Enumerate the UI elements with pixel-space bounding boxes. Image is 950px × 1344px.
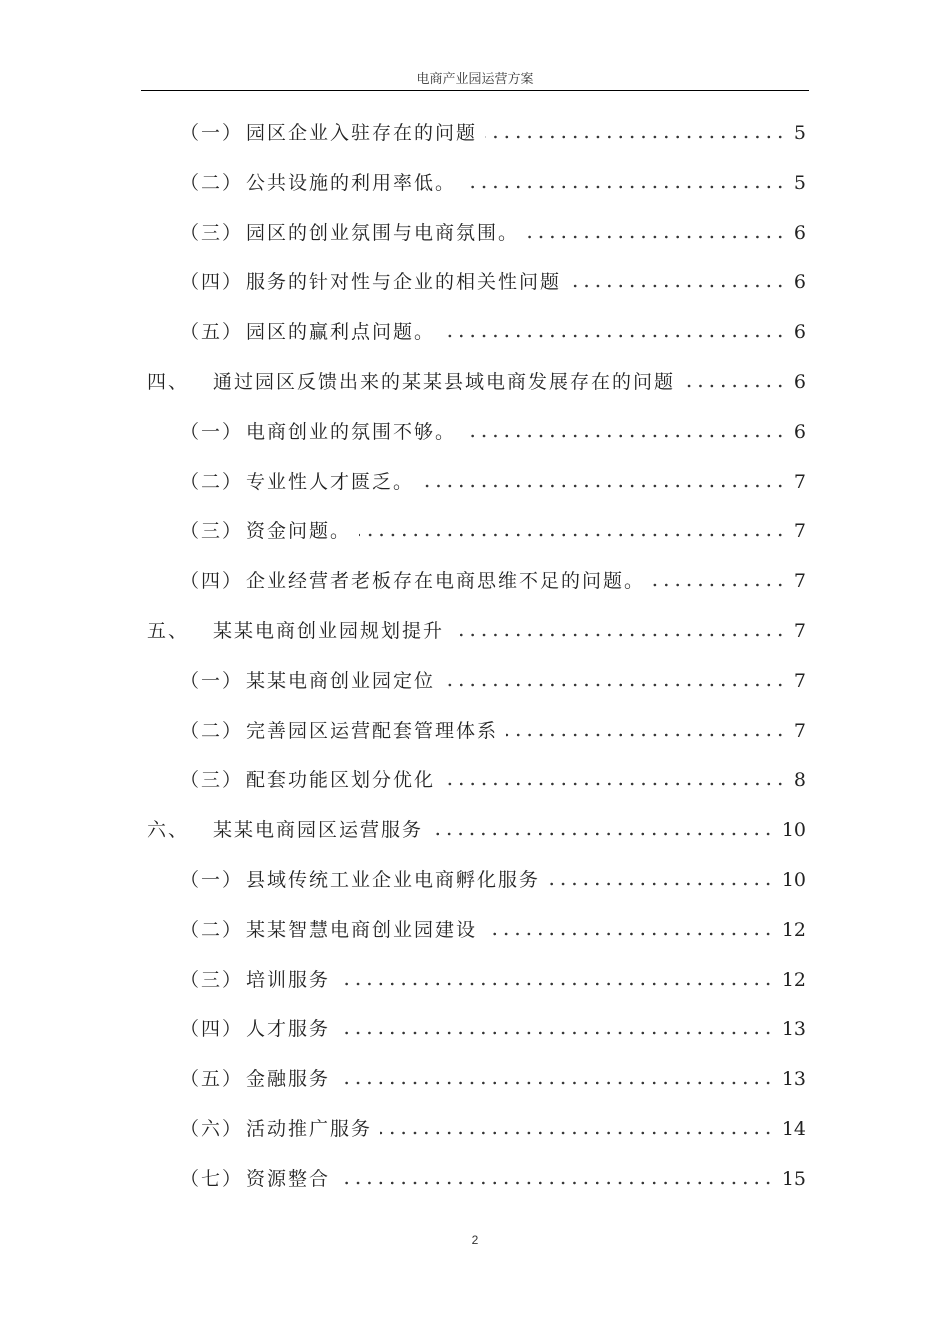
toc-entry-number: （一） [180, 421, 244, 443]
toc-entry-page: 6 [793, 271, 806, 293]
toc-entry[interactable] [180, 467, 806, 497]
toc-entry-number: （三） [180, 520, 244, 542]
toc-entry-number: （四） [180, 570, 244, 592]
toc-entry-page: 5 [793, 172, 806, 194]
toc-entry-number: （四） [180, 1018, 244, 1040]
toc-entry-title: 专业性人才匮乏。 [246, 471, 415, 493]
toc-entry-page: 6 [793, 421, 806, 443]
toc-entry-title: 某某智慧电商创业园建设 [246, 919, 478, 941]
toc-entry-number: （五） [180, 321, 244, 343]
dot-leader [683, 384, 786, 388]
toc-entry[interactable] [180, 417, 806, 447]
toc-entry-page: 7 [793, 570, 806, 592]
toc-entry-page: 10 [781, 869, 806, 891]
dot-leader [338, 1181, 774, 1185]
dot-leader [653, 583, 786, 587]
dot-leader [359, 533, 786, 537]
toc-entry-title: 公共设施的利用率低。 [246, 172, 457, 194]
toc-entry-title: 服务的针对性与企业的相关性问题 [246, 271, 562, 293]
toc-entry[interactable] [180, 118, 806, 148]
toc-entry-number: （二） [180, 172, 244, 194]
dot-leader [338, 982, 774, 986]
toc-entry[interactable] [147, 815, 806, 845]
toc-entry-number: （四） [180, 271, 244, 293]
dot-leader [380, 1131, 774, 1135]
toc-entry-page: 6 [793, 222, 806, 244]
toc-entry[interactable] [180, 1014, 806, 1044]
toc-entry-number: （七） [180, 1168, 244, 1190]
toc-entry[interactable] [180, 915, 806, 945]
toc-entry-title: 通过园区反馈出来的某某县域电商发展存在的问题 [213, 371, 676, 393]
toc-entry-page: 7 [793, 670, 806, 692]
toc-entry-title: 某某电商园区运营服务 [213, 819, 424, 841]
toc-entry-title: 资金问题。 [246, 520, 352, 542]
toc-entry-title: 电商创业的氛围不够。 [246, 421, 457, 443]
toc-entry-page: 12 [781, 969, 806, 991]
dot-leader [431, 832, 774, 836]
dot-leader [443, 683, 786, 687]
toc-entry-number: （五） [180, 1068, 244, 1090]
toc-entry-page: 7 [793, 720, 806, 742]
toc-entry-page: 10 [781, 819, 806, 841]
toc-entry-page: 13 [781, 1018, 806, 1040]
dot-leader [443, 334, 786, 338]
toc-entry-page: 13 [781, 1068, 806, 1090]
toc-entry[interactable] [180, 218, 806, 248]
toc-entry-number: （二） [180, 471, 244, 493]
toc-entry-title: 资源整合 [246, 1168, 331, 1190]
toc-entry-title: 金融服务 [246, 1068, 331, 1090]
toc-entry[interactable] [180, 1064, 806, 1094]
toc-entry-number: （三） [180, 769, 244, 791]
toc-entry[interactable] [147, 616, 806, 646]
toc-entry-page: 6 [793, 321, 806, 343]
toc-entry[interactable] [180, 716, 806, 746]
toc-entry-title: 人才服务 [246, 1018, 331, 1040]
dot-leader [464, 434, 786, 438]
dot-leader [338, 1031, 774, 1035]
toc-entry[interactable] [180, 1114, 806, 1144]
dot-leader [506, 733, 786, 737]
toc-entry[interactable] [180, 765, 806, 795]
toc-entry[interactable] [180, 666, 806, 696]
toc-entry-page: 12 [781, 919, 806, 941]
toc-entry[interactable] [180, 1164, 806, 1194]
toc-entry-number: （二） [180, 919, 244, 941]
toc-entry-page: 15 [781, 1168, 806, 1190]
page-number: 2 [471, 1233, 479, 1247]
toc-entry-number: （三） [180, 222, 244, 244]
dot-leader [452, 633, 786, 637]
toc-entry-title: 某某电商创业园定位 [246, 670, 436, 692]
dot-leader [443, 782, 786, 786]
toc-entry-title: 活动推广服务 [246, 1118, 373, 1140]
toc-entry-number: 五、 [147, 620, 190, 642]
toc-entry-title: 培训服务 [246, 969, 331, 991]
toc-entry-page: 14 [781, 1118, 806, 1140]
toc-entry-number: （一） [180, 670, 244, 692]
dot-leader [527, 235, 786, 239]
toc-entry-title: 县域传统工业企业电商孵化服务 [246, 869, 541, 891]
toc-entry[interactable] [180, 566, 806, 596]
toc-entry-title: 某某电商创业园规划提升 [213, 620, 445, 642]
toc-entry-page: 6 [793, 371, 806, 393]
toc-entry-title: 园区的赢利点问题。 [246, 321, 436, 343]
toc-entry-title: 园区企业入驻存在的问题 [246, 122, 478, 144]
toc-entry[interactable] [180, 168, 806, 198]
toc-entry-title: 园区的创业氛围与电商氛围。 [246, 222, 520, 244]
toc-entry-page: 8 [793, 769, 806, 791]
toc-entry-title: 完善园区运营配套管理体系 [246, 720, 499, 742]
toc-entry-page: 7 [793, 520, 806, 542]
toc-entry[interactable] [180, 965, 806, 995]
toc-entry-number: 六、 [147, 819, 190, 841]
dot-leader [422, 484, 786, 488]
toc-entry[interactable] [147, 367, 806, 397]
toc-entry-number: （二） [180, 720, 244, 742]
dot-leader [569, 284, 786, 288]
toc-entry-title: 配套功能区划分优化 [246, 769, 436, 791]
toc-entry-page: 7 [793, 471, 806, 493]
running-header: 电商产业园运营方案 [416, 72, 534, 87]
toc-entry-number: （六） [180, 1118, 244, 1140]
toc-entry-page: 7 [793, 620, 806, 642]
dot-leader [464, 185, 786, 189]
dot-leader [338, 1081, 774, 1085]
toc-entry-page: 5 [793, 122, 806, 144]
toc-entry[interactable] [180, 516, 806, 546]
toc-entry[interactable] [180, 317, 806, 347]
toc-entry[interactable] [180, 267, 806, 297]
toc-entry-number: 四、 [147, 371, 190, 393]
toc-entry[interactable] [180, 865, 806, 895]
toc-entry-number: （一） [180, 122, 244, 144]
dot-leader [485, 932, 774, 936]
dot-leader [548, 882, 774, 886]
toc-entry-number: （三） [180, 969, 244, 991]
dot-leader [485, 135, 786, 139]
toc-entry-title: 企业经营者老板存在电商思维不足的问题。 [246, 570, 646, 592]
toc-entry-number: （一） [180, 869, 244, 891]
